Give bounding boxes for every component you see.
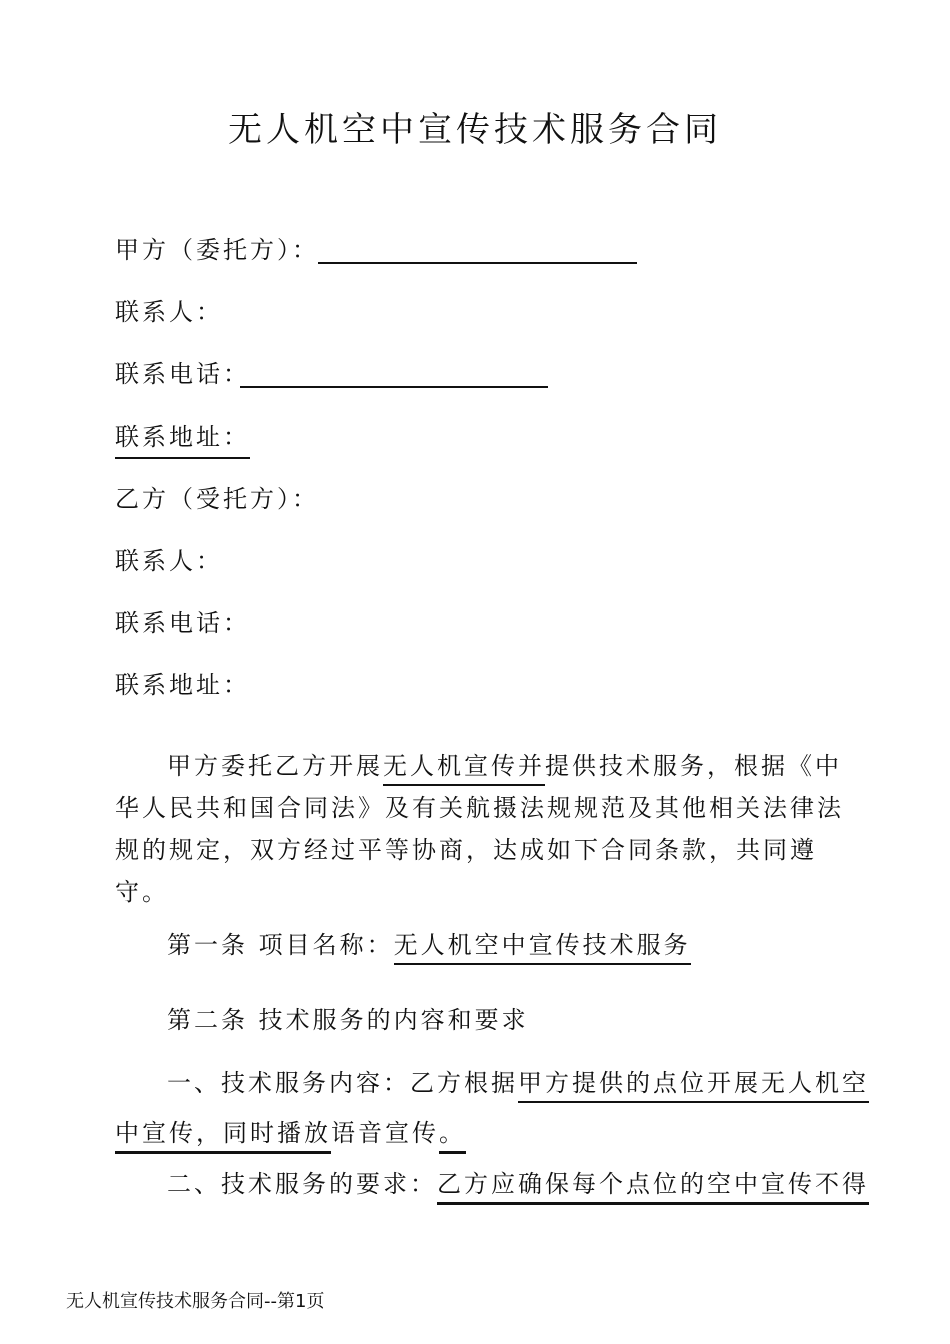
- item-1-text-c: 语音宣传: [331, 1119, 439, 1147]
- item-1-line-1: [167, 1063, 869, 1098]
- party-b-label: 乙方（受托方）：: [115, 485, 319, 513]
- document-title: 无人机空中宣传技术服务合同: [228, 110, 722, 150]
- item-1-text-b: 中宣传，同时播放: [115, 1119, 331, 1154]
- party-a-label: 甲方（委托方）：: [115, 236, 319, 264]
- item-2-label: 二、技术服务的要求：: [167, 1170, 437, 1198]
- article-1: [167, 925, 691, 960]
- item-2-text: 乙方应确保每个点位的空中宣传不得: [437, 1170, 869, 1205]
- party-a-phone-label: 联系电话：: [115, 360, 250, 388]
- intro-text-1: 甲方委托乙方开展: [167, 752, 383, 780]
- party-b-phone-label: 联系电话：: [115, 609, 250, 637]
- item-1-text-a: 甲方提供的点位开展无人机空: [518, 1069, 869, 1103]
- party-a-address-label: [115, 417, 250, 452]
- item-2-line-1: [167, 1164, 869, 1199]
- item-1-line-2: [115, 1113, 466, 1148]
- intro-paragraph: [115, 745, 845, 913]
- item-1-text-d: 。: [439, 1119, 466, 1154]
- article-1-label: 第一条 项目名称：: [167, 931, 394, 959]
- page-footer: 无人机宣传技术服务合同--第1页: [66, 1291, 325, 1312]
- article-1-value: 无人机空中宣传技术服务: [394, 931, 691, 965]
- intro-underlined-text: 无人机宣传并: [383, 752, 545, 786]
- party-a-phone-blank-line[interactable]: [240, 386, 548, 388]
- item-1-label: 一、技术服务内容：乙方根据: [167, 1069, 518, 1097]
- party-b-contact-person: 联系人：: [115, 547, 223, 575]
- party-a-address-text: 联系地址：: [115, 423, 250, 459]
- party-b-address-label: 联系地址：: [115, 671, 250, 699]
- party-a-contact-person: 联系人：: [115, 298, 223, 326]
- party-a-blank-line[interactable]: [318, 262, 637, 264]
- article-2-heading: 第二条 技术服务的内容和要求: [167, 1006, 529, 1034]
- intro-text-2: 提供技术服务，根据《中华人民共和国合同法》及有关航摄法规规范及其他相关法律法规的规定，双方经过平等协商，达成如下合同条款，共同遵守。: [115, 752, 844, 906]
